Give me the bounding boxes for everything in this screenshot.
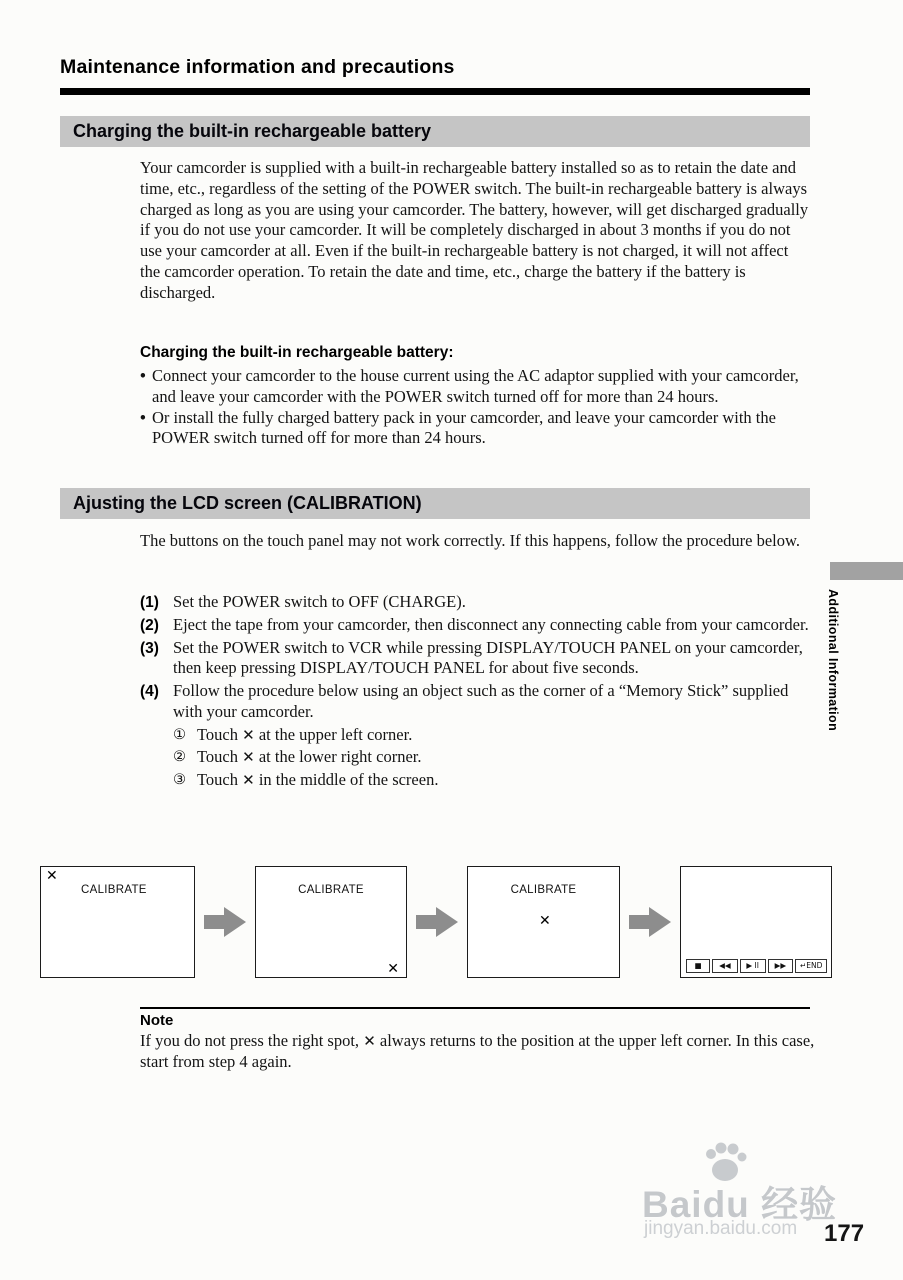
calibration-diagram	[40, 866, 832, 978]
substep-item	[173, 770, 818, 791]
substep-number: ①	[173, 726, 186, 743]
note-divider	[140, 1007, 810, 1009]
page-number: 177	[824, 1220, 865, 1247]
arrow-right-icon	[414, 907, 460, 937]
x-mark-icon: ✕	[387, 961, 399, 977]
bullet-marker: •	[140, 366, 146, 385]
lcd-screen-final	[680, 866, 832, 978]
step-number: (4)	[140, 683, 159, 701]
calibrate-label: CALIBRATE	[298, 884, 364, 896]
arrow-right-icon	[202, 907, 248, 937]
end-button-icon: ↵END	[795, 959, 827, 973]
charging-body-paragraph: Your camcorder is supplied with a built-in rechargeable battery installed so as to retain the date and time, etc., regardless of the setting of the POWER switch. The built-in rechargeable battery is always charged as long as you are using your camcorder. The battery, however, will get discharged gradually if you do not use your camcorder. It will be completely discharged in about 3 months if you do not use your camcorder at all. Even if the built-in rechargeable battery is not charged, it will not affect the camcorder operation. To retain the date and time, etc., charge the battery if the battery is discharged.	[140, 158, 809, 302]
step-number: (3)	[140, 639, 159, 657]
note-title: Note	[140, 1012, 174, 1029]
section-tab-marker	[830, 562, 903, 580]
fast-forward-button-icon: ▶▶	[768, 959, 794, 973]
bullet-text: Or install the fully charged battery pack in your camcorder, and leave your camcorder with the POWER switch turned off for more than 24 hours.	[152, 407, 776, 448]
calibrate-label: CALIBRATE	[510, 884, 577, 896]
calibrate-label: CALIBRATE	[81, 884, 147, 896]
x-mark-icon: ✕	[242, 748, 255, 767]
substep-text: Touch ✕ at the upper left corner.	[197, 724, 413, 744]
play-pause-button-icon: ▶ II	[740, 959, 766, 973]
charging-bullet-list	[140, 366, 814, 449]
bullet-item	[140, 366, 814, 408]
step-item	[140, 638, 818, 680]
step-text: Set the POWER switch to OFF (CHARGE).	[173, 592, 466, 611]
substep-number: ②	[173, 749, 186, 766]
calibration-intro: The buttons on the touch panel may not work correctly. If this happens, follow the procedure below.	[140, 531, 800, 550]
substep-item	[173, 747, 818, 768]
note-text: If you do not press the right spot, ✕ always returns to the position at the upper left corner. In this case, start from step 4 again.	[140, 1031, 815, 1071]
watermark-url: jingyan.baidu.com	[644, 1218, 798, 1239]
step-number: (1)	[140, 594, 159, 611]
step-item	[140, 615, 818, 636]
bullet-item	[140, 408, 814, 450]
x-mark-icon: ✕	[46, 868, 58, 884]
header-rule	[60, 88, 810, 95]
watermark-brand: Baidu 经验	[642, 1184, 838, 1225]
vcr-toolbar	[686, 959, 827, 973]
stop-button-icon: ■	[686, 959, 710, 973]
x-mark-icon: ✕	[363, 1032, 376, 1050]
substep-item	[173, 725, 818, 746]
page-header-title: Maintenance information and precautions	[60, 56, 455, 78]
calibration-steps	[140, 592, 818, 793]
lcd-screen-step2	[255, 866, 407, 978]
lcd-screen-step1	[40, 866, 195, 978]
sidebar-section-label: Additional Information	[826, 589, 840, 732]
section-title-calibration: Ajusting the LCD screen (CALIBRATION)	[60, 488, 810, 519]
step-item	[140, 592, 818, 613]
step-text: Set the POWER switch to VCR while pressing DISPLAY/TOUCH PANEL on your camcorder, then keep pressing DISPLAY/TOUCH PANEL for about five seconds.	[173, 637, 803, 678]
calibration-substeps	[173, 725, 818, 791]
x-mark-icon: ✕	[538, 913, 551, 930]
step-item	[140, 681, 818, 723]
rewind-button-icon: ◀◀	[712, 959, 738, 973]
x-mark-icon: ✕	[242, 771, 255, 790]
substep-number: ③	[173, 772, 186, 789]
section-title-charging: Charging the built-in rechargeable battery	[60, 116, 810, 147]
arrow-right-icon	[627, 907, 673, 937]
step-text: Eject the tape from your camcorder, then disconnect any connecting cable from your camcorder.	[173, 614, 809, 634]
step-number: (2)	[140, 616, 159, 634]
bullet-text: Connect your camcorder to the house current using the AC adaptor supplied with your camcorder, and leave your camcorder with the POWER switch turned off for more than 24 hours.	[152, 366, 799, 406]
lcd-screen-step3	[467, 866, 620, 978]
substep-text: Touch ✕ at the lower right corner.	[197, 747, 422, 767]
substep-text: Touch ✕ in the middle of the screen.	[197, 770, 439, 790]
x-mark-icon: ✕	[242, 725, 255, 744]
step-text: Follow the procedure below using an object such as the corner of a “Memory Stick” supplied with your camcorder.	[173, 681, 789, 721]
bullet-marker: •	[140, 407, 146, 427]
charging-subheading: Charging the built-in rechargeable battery:	[140, 344, 454, 361]
